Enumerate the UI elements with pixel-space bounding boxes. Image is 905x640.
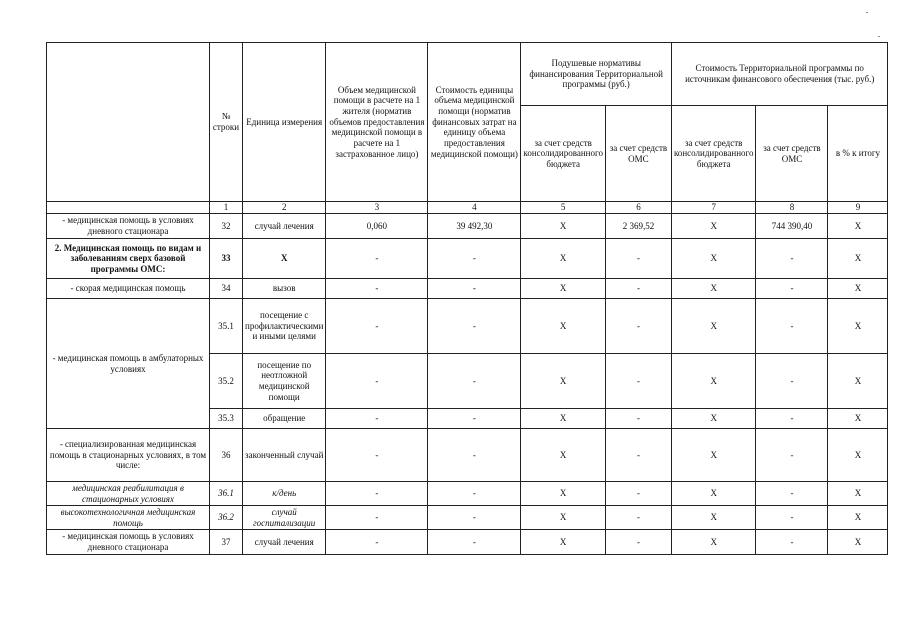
row-col5: Х bbox=[521, 482, 606, 506]
row-col5: Х bbox=[521, 530, 606, 555]
row-unit: посещение по неотложной медицинской помощи bbox=[243, 354, 326, 409]
table-row bbox=[47, 239, 888, 279]
row-col7: Х bbox=[671, 239, 756, 279]
row-col6: - bbox=[605, 530, 671, 555]
row-name: - медицинская помощь в условиях дневного стационара bbox=[47, 214, 210, 239]
header-consolidated-budget-2: за счет средств консолидированного бюджета bbox=[671, 106, 756, 202]
row-col5: Х bbox=[521, 506, 606, 530]
row-code: 35.3 bbox=[210, 409, 243, 429]
row-unit: к/день bbox=[243, 482, 326, 506]
row-cost: - bbox=[428, 279, 521, 299]
row-code: 34 bbox=[210, 279, 243, 299]
header-unit: Единица измерения bbox=[243, 43, 326, 202]
row-col6: - bbox=[605, 482, 671, 506]
column-number: 6 bbox=[605, 202, 671, 214]
row-cost: - bbox=[428, 354, 521, 409]
row-name: - специализированная медицинская помощь в стационарных условиях, в том числе: bbox=[47, 429, 210, 482]
row-code: 36 bbox=[210, 429, 243, 482]
row-col9: Х bbox=[828, 354, 888, 409]
header-oms-funds-2: за счет средств ОМС bbox=[756, 106, 828, 202]
row-code: 33 bbox=[210, 239, 243, 279]
header-per-capita-group: Подушевые нормативы финансирования Территориальной программы (руб.) bbox=[521, 43, 672, 106]
row-col8: - bbox=[756, 506, 828, 530]
row-unit: обращение bbox=[243, 409, 326, 429]
column-number: 3 bbox=[326, 202, 428, 214]
header-percent-total: в % к итогу bbox=[828, 106, 888, 202]
column-number: 4 bbox=[428, 202, 521, 214]
header-cost: Стоимость единицы объема медицинской помощи (норматив финансовых затрат на единицу объема предоставления медицинской помощи) bbox=[428, 43, 521, 202]
table-row bbox=[47, 429, 888, 482]
row-cost: - bbox=[428, 239, 521, 279]
row-col9: Х bbox=[828, 482, 888, 506]
scan-speck bbox=[866, 12, 868, 13]
row-col8: - bbox=[756, 239, 828, 279]
row-col8: - bbox=[756, 354, 828, 409]
row-cost: - bbox=[428, 409, 521, 429]
row-col9: Х bbox=[828, 429, 888, 482]
row-unit: случай лечения bbox=[243, 214, 326, 239]
row-col6: - bbox=[605, 299, 671, 354]
column-number: 8 bbox=[756, 202, 828, 214]
row-col9: Х bbox=[828, 530, 888, 555]
row-volume: - bbox=[326, 299, 428, 354]
row-col5: Х bbox=[521, 429, 606, 482]
row-col8: - bbox=[756, 409, 828, 429]
row-col5: Х bbox=[521, 279, 606, 299]
row-cost: - bbox=[428, 482, 521, 506]
row-col7: Х bbox=[671, 279, 756, 299]
header-program-cost-group: Стоимость Территориальной программы по источникам финансового обеспечения (тыс. руб.) bbox=[671, 43, 888, 106]
table-row bbox=[47, 482, 888, 506]
header-row-number: № строки bbox=[210, 43, 243, 202]
row-col6: 2 369,52 bbox=[605, 214, 671, 239]
row-volume: - bbox=[326, 239, 428, 279]
row-name: 2. Медицинская помощь по видам и заболеваниям сверх базовой программы ОМС: bbox=[47, 239, 210, 279]
row-col7: Х bbox=[671, 530, 756, 555]
row-col6: - bbox=[605, 409, 671, 429]
row-col6: - bbox=[605, 506, 671, 530]
row-volume: - bbox=[326, 429, 428, 482]
row-col6: - bbox=[605, 429, 671, 482]
row-col9: Х bbox=[828, 279, 888, 299]
row-col9: Х bbox=[828, 299, 888, 354]
row-volume: - bbox=[326, 354, 428, 409]
row-col6: - bbox=[605, 279, 671, 299]
row-cost: - bbox=[428, 506, 521, 530]
header-name-cell bbox=[47, 43, 210, 202]
row-col5: Х bbox=[521, 214, 606, 239]
header-consolidated-budget: за счет средств консолидированного бюджета bbox=[521, 106, 606, 202]
header-oms-funds: за счет средств ОМС bbox=[605, 106, 671, 202]
row-col8: - bbox=[756, 299, 828, 354]
column-number: 5 bbox=[521, 202, 606, 214]
row-col7: Х bbox=[671, 429, 756, 482]
row-code: 36.1 bbox=[210, 482, 243, 506]
row-col8: - bbox=[756, 530, 828, 555]
table-row bbox=[47, 299, 888, 354]
row-col5: Х bbox=[521, 354, 606, 409]
row-col7: Х bbox=[671, 299, 756, 354]
row-cost: 39 492,30 bbox=[428, 214, 521, 239]
row-col7: Х bbox=[671, 214, 756, 239]
table-row bbox=[47, 279, 888, 299]
column-number-empty bbox=[47, 202, 210, 214]
row-col5: Х bbox=[521, 239, 606, 279]
row-unit: случай лечения bbox=[243, 530, 326, 555]
territorial-program-table bbox=[46, 42, 888, 555]
row-col6: - bbox=[605, 354, 671, 409]
row-code: 35.1 bbox=[210, 299, 243, 354]
column-number: 9 bbox=[828, 202, 888, 214]
row-code: 36.2 bbox=[210, 506, 243, 530]
row-col8: - bbox=[756, 279, 828, 299]
row-code: 37 bbox=[210, 530, 243, 555]
row-name: высокотехнологичная медицинская помощь bbox=[47, 506, 210, 530]
row-col5: Х bbox=[521, 409, 606, 429]
column-number-row bbox=[47, 202, 888, 214]
column-number: 2 bbox=[243, 202, 326, 214]
column-number: 1 bbox=[210, 202, 243, 214]
row-volume: - bbox=[326, 409, 428, 429]
row-cost: - bbox=[428, 530, 521, 555]
row-col8: - bbox=[756, 482, 828, 506]
row-volume: 0,060 bbox=[326, 214, 428, 239]
row-volume: - bbox=[326, 279, 428, 299]
row-col9: Х bbox=[828, 239, 888, 279]
row-name: - скорая медицинская помощь bbox=[47, 279, 210, 299]
row-code: 32 bbox=[210, 214, 243, 239]
table-row bbox=[47, 214, 888, 239]
row-code: 35.2 bbox=[210, 354, 243, 409]
row-volume: - bbox=[326, 506, 428, 530]
header-volume: Объем медицинской помощи в расчете на 1 жителя (норматив объемов предоставления медицинской помощи в расчете на 1 застрахованное лицо) bbox=[326, 43, 428, 202]
scan-speck bbox=[878, 36, 880, 37]
row-volume: - bbox=[326, 482, 428, 506]
row-col5: Х bbox=[521, 299, 606, 354]
row-col9: Х bbox=[828, 409, 888, 429]
row-unit: посещение с профилактическими и иными целями bbox=[243, 299, 326, 354]
row-volume: - bbox=[326, 530, 428, 555]
row-name: медицинская реабилитация в стационарных условиях bbox=[47, 482, 210, 506]
row-name: - медицинская помощь в амбулаторных условиях bbox=[47, 299, 210, 429]
row-col7: Х bbox=[671, 482, 756, 506]
column-number: 7 bbox=[671, 202, 756, 214]
row-unit: законченный случай bbox=[243, 429, 326, 482]
row-name: - медицинская помощь в условиях дневного стационара bbox=[47, 530, 210, 555]
row-col6: - bbox=[605, 239, 671, 279]
row-cost: - bbox=[428, 429, 521, 482]
row-unit: вызов bbox=[243, 279, 326, 299]
row-col8: 744 390,40 bbox=[756, 214, 828, 239]
row-unit: Х bbox=[243, 239, 326, 279]
row-col7: Х bbox=[671, 506, 756, 530]
table-row bbox=[47, 506, 888, 530]
row-col7: Х bbox=[671, 354, 756, 409]
row-cost: - bbox=[428, 299, 521, 354]
row-col9: Х bbox=[828, 214, 888, 239]
row-col9: Х bbox=[828, 506, 888, 530]
row-col8: - bbox=[756, 429, 828, 482]
table-row bbox=[47, 530, 888, 555]
row-unit: случай госпитализации bbox=[243, 506, 326, 530]
row-col7: Х bbox=[671, 409, 756, 429]
